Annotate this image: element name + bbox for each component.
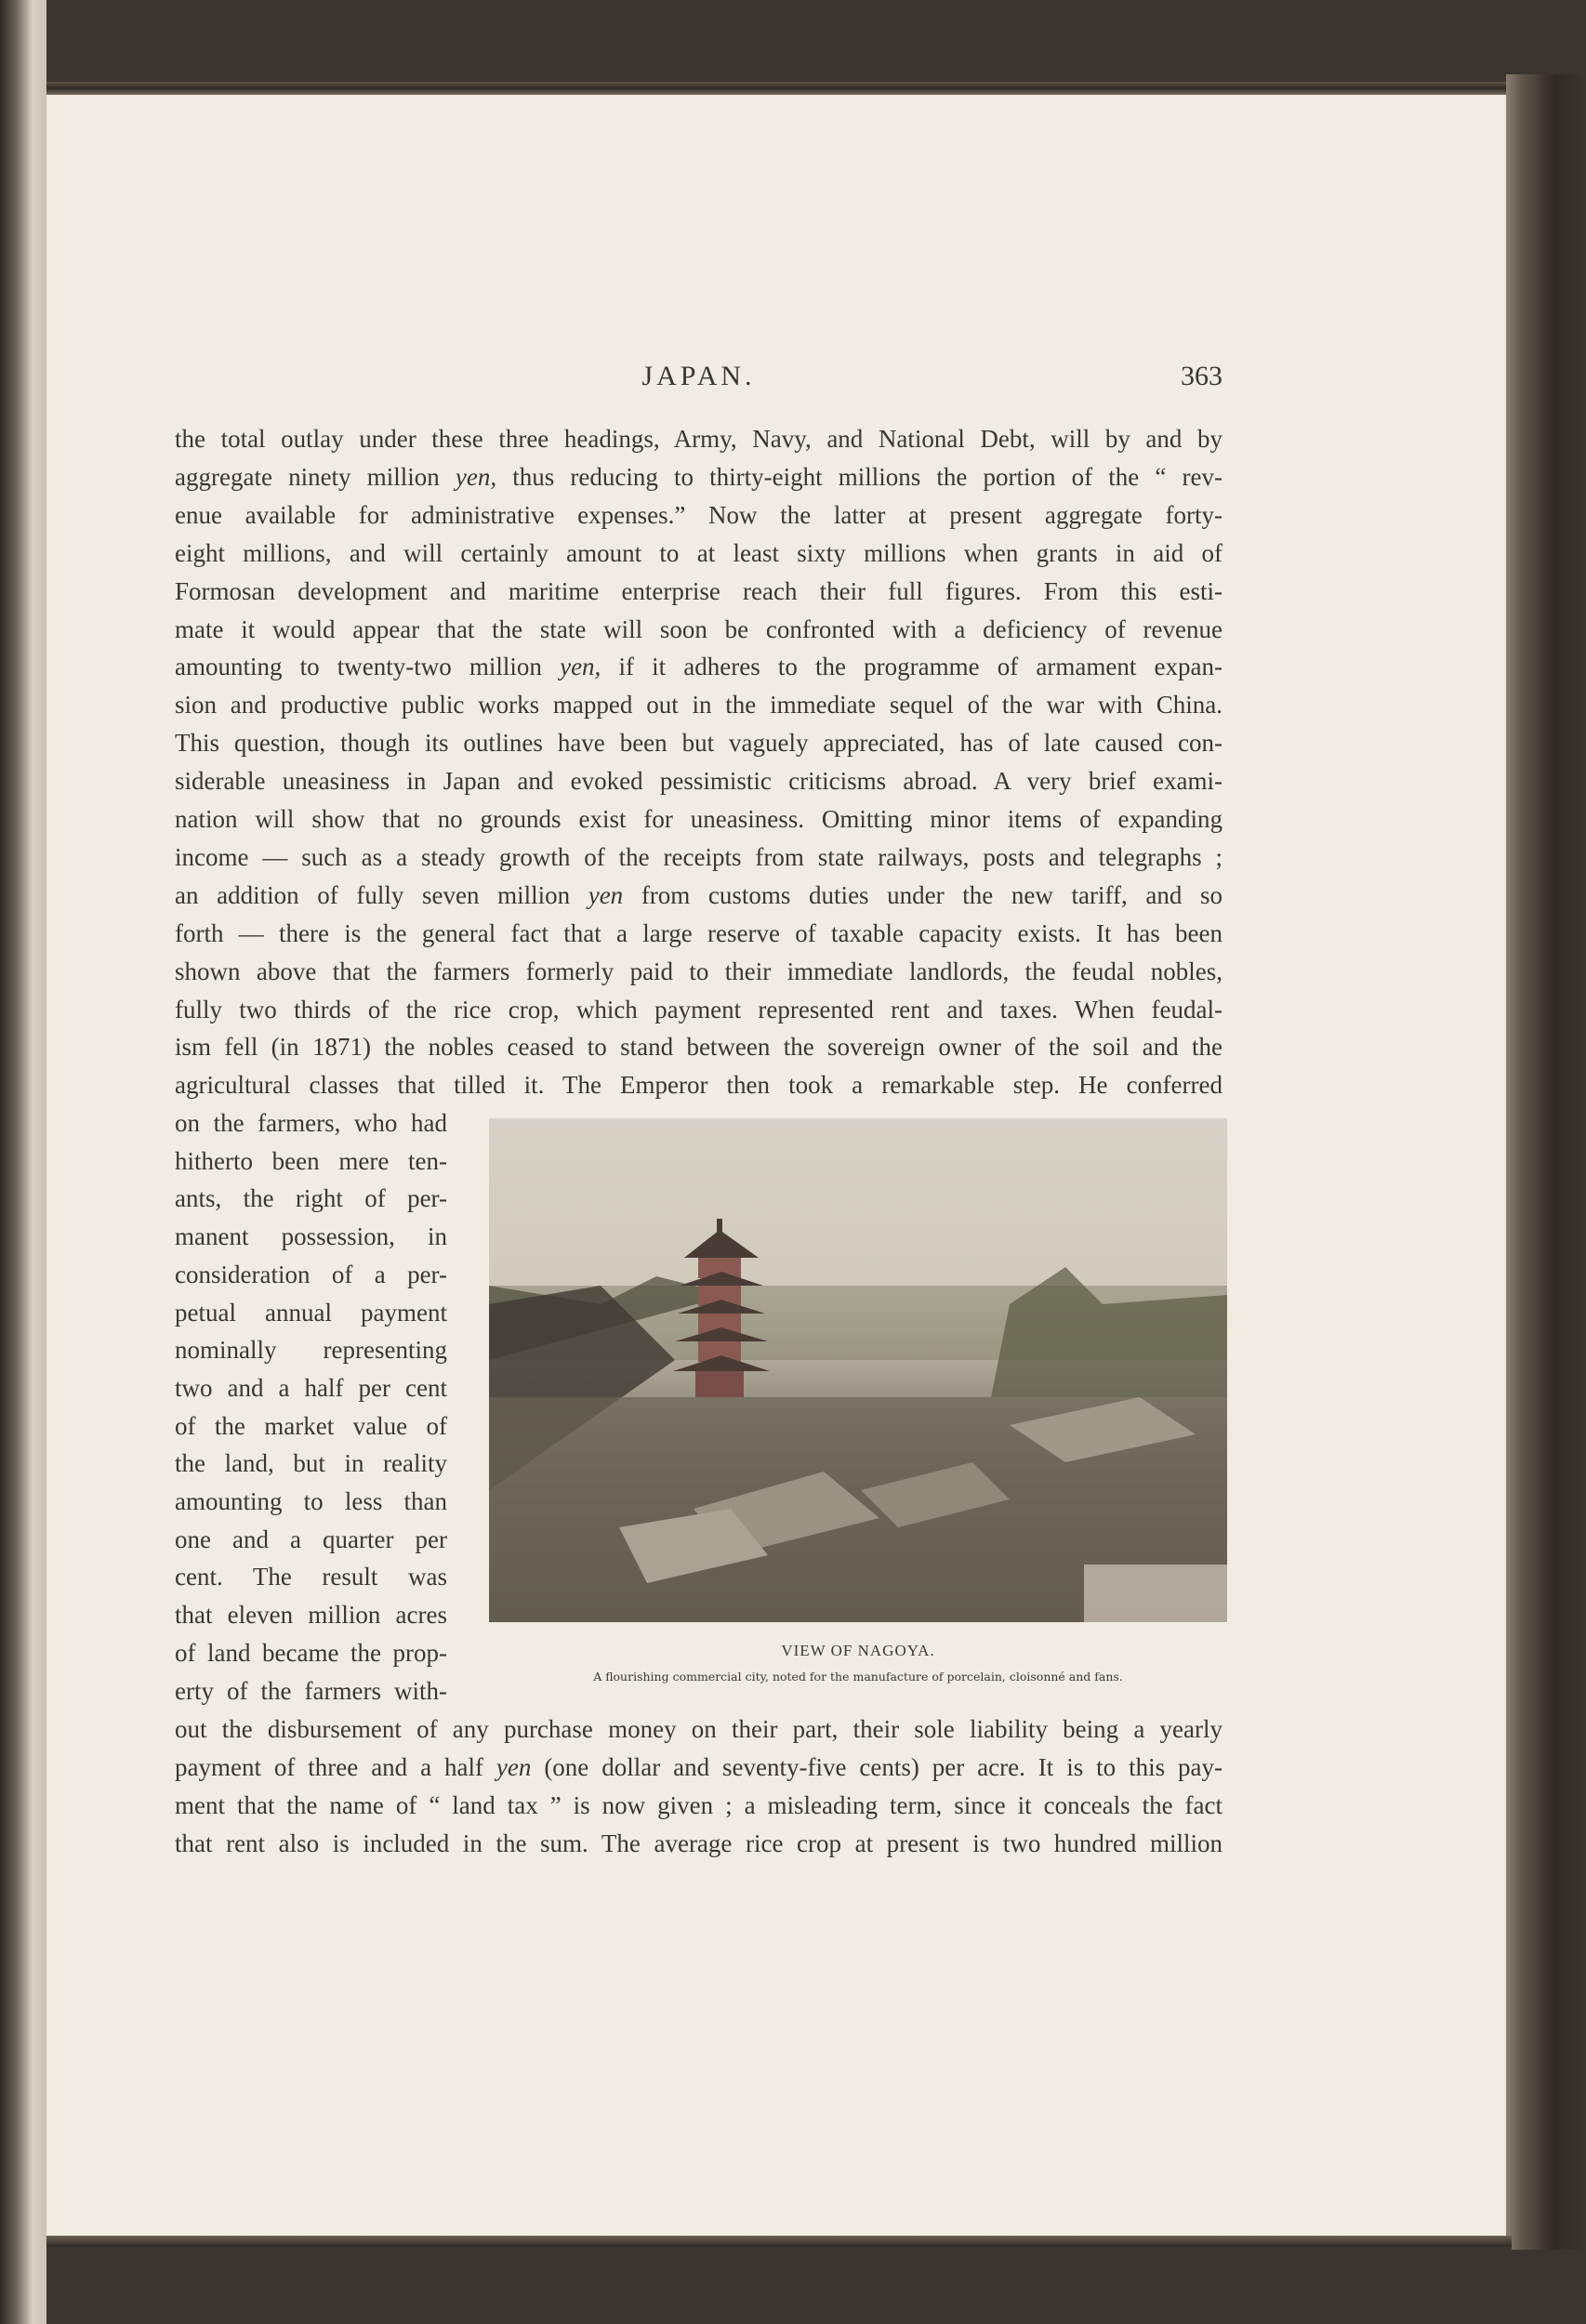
text-segment: Formosan development and maritime enterprise reach their full figures. From this esti-: [175, 576, 1223, 605]
text-line: [175, 1331, 447, 1369]
text-segment: eight millions, and will certainly amount to at least sixty millions when grants in aid of: [175, 538, 1223, 567]
text-line: [175, 1521, 447, 1559]
text-segment: hitherto been mere ten-: [175, 1146, 447, 1175]
text-line: [175, 838, 1223, 877]
text-line: [175, 611, 1223, 649]
page-top-edge: [46, 82, 1512, 95]
text-segment: (one dollar and seventy-five cents) per acre. It is to this pay-: [531, 1752, 1223, 1781]
text-line: [175, 648, 1223, 686]
text-segment: one and a quarter per: [175, 1525, 447, 1553]
text-segment: petual annual payment: [175, 1298, 447, 1327]
text-segment: forth — there is the general fact that a large reserve of taxable capacity exists. It has been: [175, 918, 1223, 947]
text-line: [175, 1369, 447, 1407]
text-line: [175, 1407, 447, 1446]
text-line: [175, 420, 1223, 458]
text-line: [175, 573, 1223, 611]
text-line: [175, 1256, 447, 1294]
text-segment: aggregate ninety million: [175, 462, 456, 491]
text-line: [175, 1066, 1223, 1104]
photo-view-of-nagoya: [489, 1118, 1227, 1622]
text-line: [175, 686, 1223, 724]
page-bottom-edge: [46, 2236, 1512, 2247]
text-line: [175, 1104, 447, 1142]
text-segment: ism fell (in 1871) the nobles ceased to stand between the sovereign owner of the soil and the: [175, 1033, 1223, 1062]
text-segment: if it adheres to the programme of armament expan-: [601, 653, 1223, 681]
text-segment: ment that the name of “ land tax ” is now given ; a misleading term, since it conceals the fact: [175, 1790, 1223, 1819]
text-segment: sion and productive public works mapped out in the immediate sequel of the war with China.: [175, 691, 1223, 720]
text-segment: thus reducing to thirty-eight millions the portion of the “ rev-: [496, 462, 1223, 491]
italic-word: yen,: [455, 462, 497, 491]
text-segment: two and a half per cent: [175, 1373, 447, 1402]
text-segment: mate it would appear that the state will soon be confronted with a deficiency of revenue: [175, 614, 1223, 643]
italic-word: yen,: [560, 653, 601, 681]
text-line: [175, 1028, 1223, 1066]
italic-word: yen: [496, 1752, 532, 1781]
text-segment: fully two thirds of the rice crop, which payment represented rent and taxes. When feudal-: [175, 995, 1223, 1023]
text-segment: erty of the farmers with-: [175, 1676, 447, 1705]
text-segment: agricultural classes that tilled it. The Emperor then took a remarkable step. He conferred: [175, 1071, 1223, 1100]
text-segment: income — such as a steady growth of the receipts from state railways, posts and telegraphs ;: [175, 842, 1223, 871]
text-line: [175, 1710, 1223, 1749]
text-line: [175, 1294, 447, 1332]
text-line: [175, 1825, 1223, 1863]
page-number: 363: [1181, 361, 1223, 391]
text-line: [175, 458, 1223, 496]
background-bottom: [46, 2247, 1512, 2324]
text-line: [175, 1180, 447, 1218]
text-segment: amounting to twenty-two million: [175, 653, 561, 681]
text-line: [175, 877, 1223, 915]
text-segment: siderable uneasiness in Japan and evoked pessimistic criticisms abroad. A very brief exami-: [175, 767, 1223, 796]
text-segment: shown above that the farmers formerly paid to their immediate landlords, the feudal nobles,: [175, 957, 1223, 985]
text-segment: payment of three and a half: [175, 1752, 496, 1781]
text-segment: nation will show that no grounds exist for uneasiness. Omitting minor items of expanding: [175, 805, 1223, 833]
text-segment: This question, though its outlines have been but vaguely appreciated, has of late caused con-: [175, 729, 1223, 758]
text-segment: an addition of fully seven million: [175, 880, 588, 909]
text-line: [175, 496, 1223, 535]
facing-page-edge: [0, 0, 46, 2324]
figure-caption: A flourishing commercial city, noted for the manufacture of porcelain, cloisonné and fans.: [593, 1670, 1123, 1684]
italic-word: yen: [588, 880, 624, 909]
text-line: [175, 1445, 447, 1483]
text-line: [175, 762, 1223, 800]
text-segment: nominally representing: [175, 1336, 447, 1365]
text-segment: manent possession, in: [175, 1222, 447, 1251]
text-segment: enue available for administrative expenses.” Now the latter at present aggregate forty-: [175, 500, 1223, 529]
background-top: [46, 0, 1512, 82]
text-line: [175, 535, 1223, 573]
text-segment: ants, the right of per-: [175, 1184, 447, 1213]
page-right-edge: [1506, 74, 1586, 2250]
text-line: [175, 915, 1223, 953]
text-segment: from customs duties under the new tariff, and so: [623, 880, 1223, 909]
pagoda-cityscape-image: [489, 1118, 1227, 1622]
text-line: [175, 1749, 1223, 1787]
text-line: [175, 1672, 447, 1710]
running-header: [175, 361, 1223, 398]
text-segment: out the disbursement of any purchase money on their part, their sole liability being a yearly: [175, 1715, 1223, 1743]
text-line: [175, 953, 1223, 991]
text-line: [175, 1218, 447, 1256]
text-line: [175, 1596, 447, 1634]
text-line: [175, 1558, 447, 1596]
text-segment: the total outlay under these three headings, Army, Navy, and National Debt, will by and by: [175, 425, 1223, 453]
text-line: [175, 800, 1223, 838]
text-line: [175, 1483, 447, 1521]
text-line: [175, 1142, 447, 1181]
text-segment: consideration of a per-: [175, 1260, 447, 1288]
text-segment: that eleven million acres: [175, 1601, 447, 1630]
text-line: [175, 1787, 1223, 1825]
text-segment: amounting to less than: [175, 1487, 447, 1515]
text-line: [175, 724, 1223, 762]
text-segment: on the farmers, who had: [175, 1109, 447, 1137]
text-segment: of the market value of: [175, 1411, 447, 1440]
text-segment: cent. The result was: [175, 1563, 447, 1591]
text-segment: that rent also is included in the sum. The average rice crop at present is two hundred million: [175, 1829, 1223, 1857]
text-segment: of land became the prop-: [175, 1638, 447, 1667]
text-segment: the land, but in reality: [175, 1449, 447, 1478]
text-line: [175, 991, 1223, 1029]
running-title: JAPAN.: [641, 361, 756, 391]
text-line: [175, 1634, 447, 1672]
figure-title: VIEW OF NAGOYA.: [781, 1642, 935, 1659]
